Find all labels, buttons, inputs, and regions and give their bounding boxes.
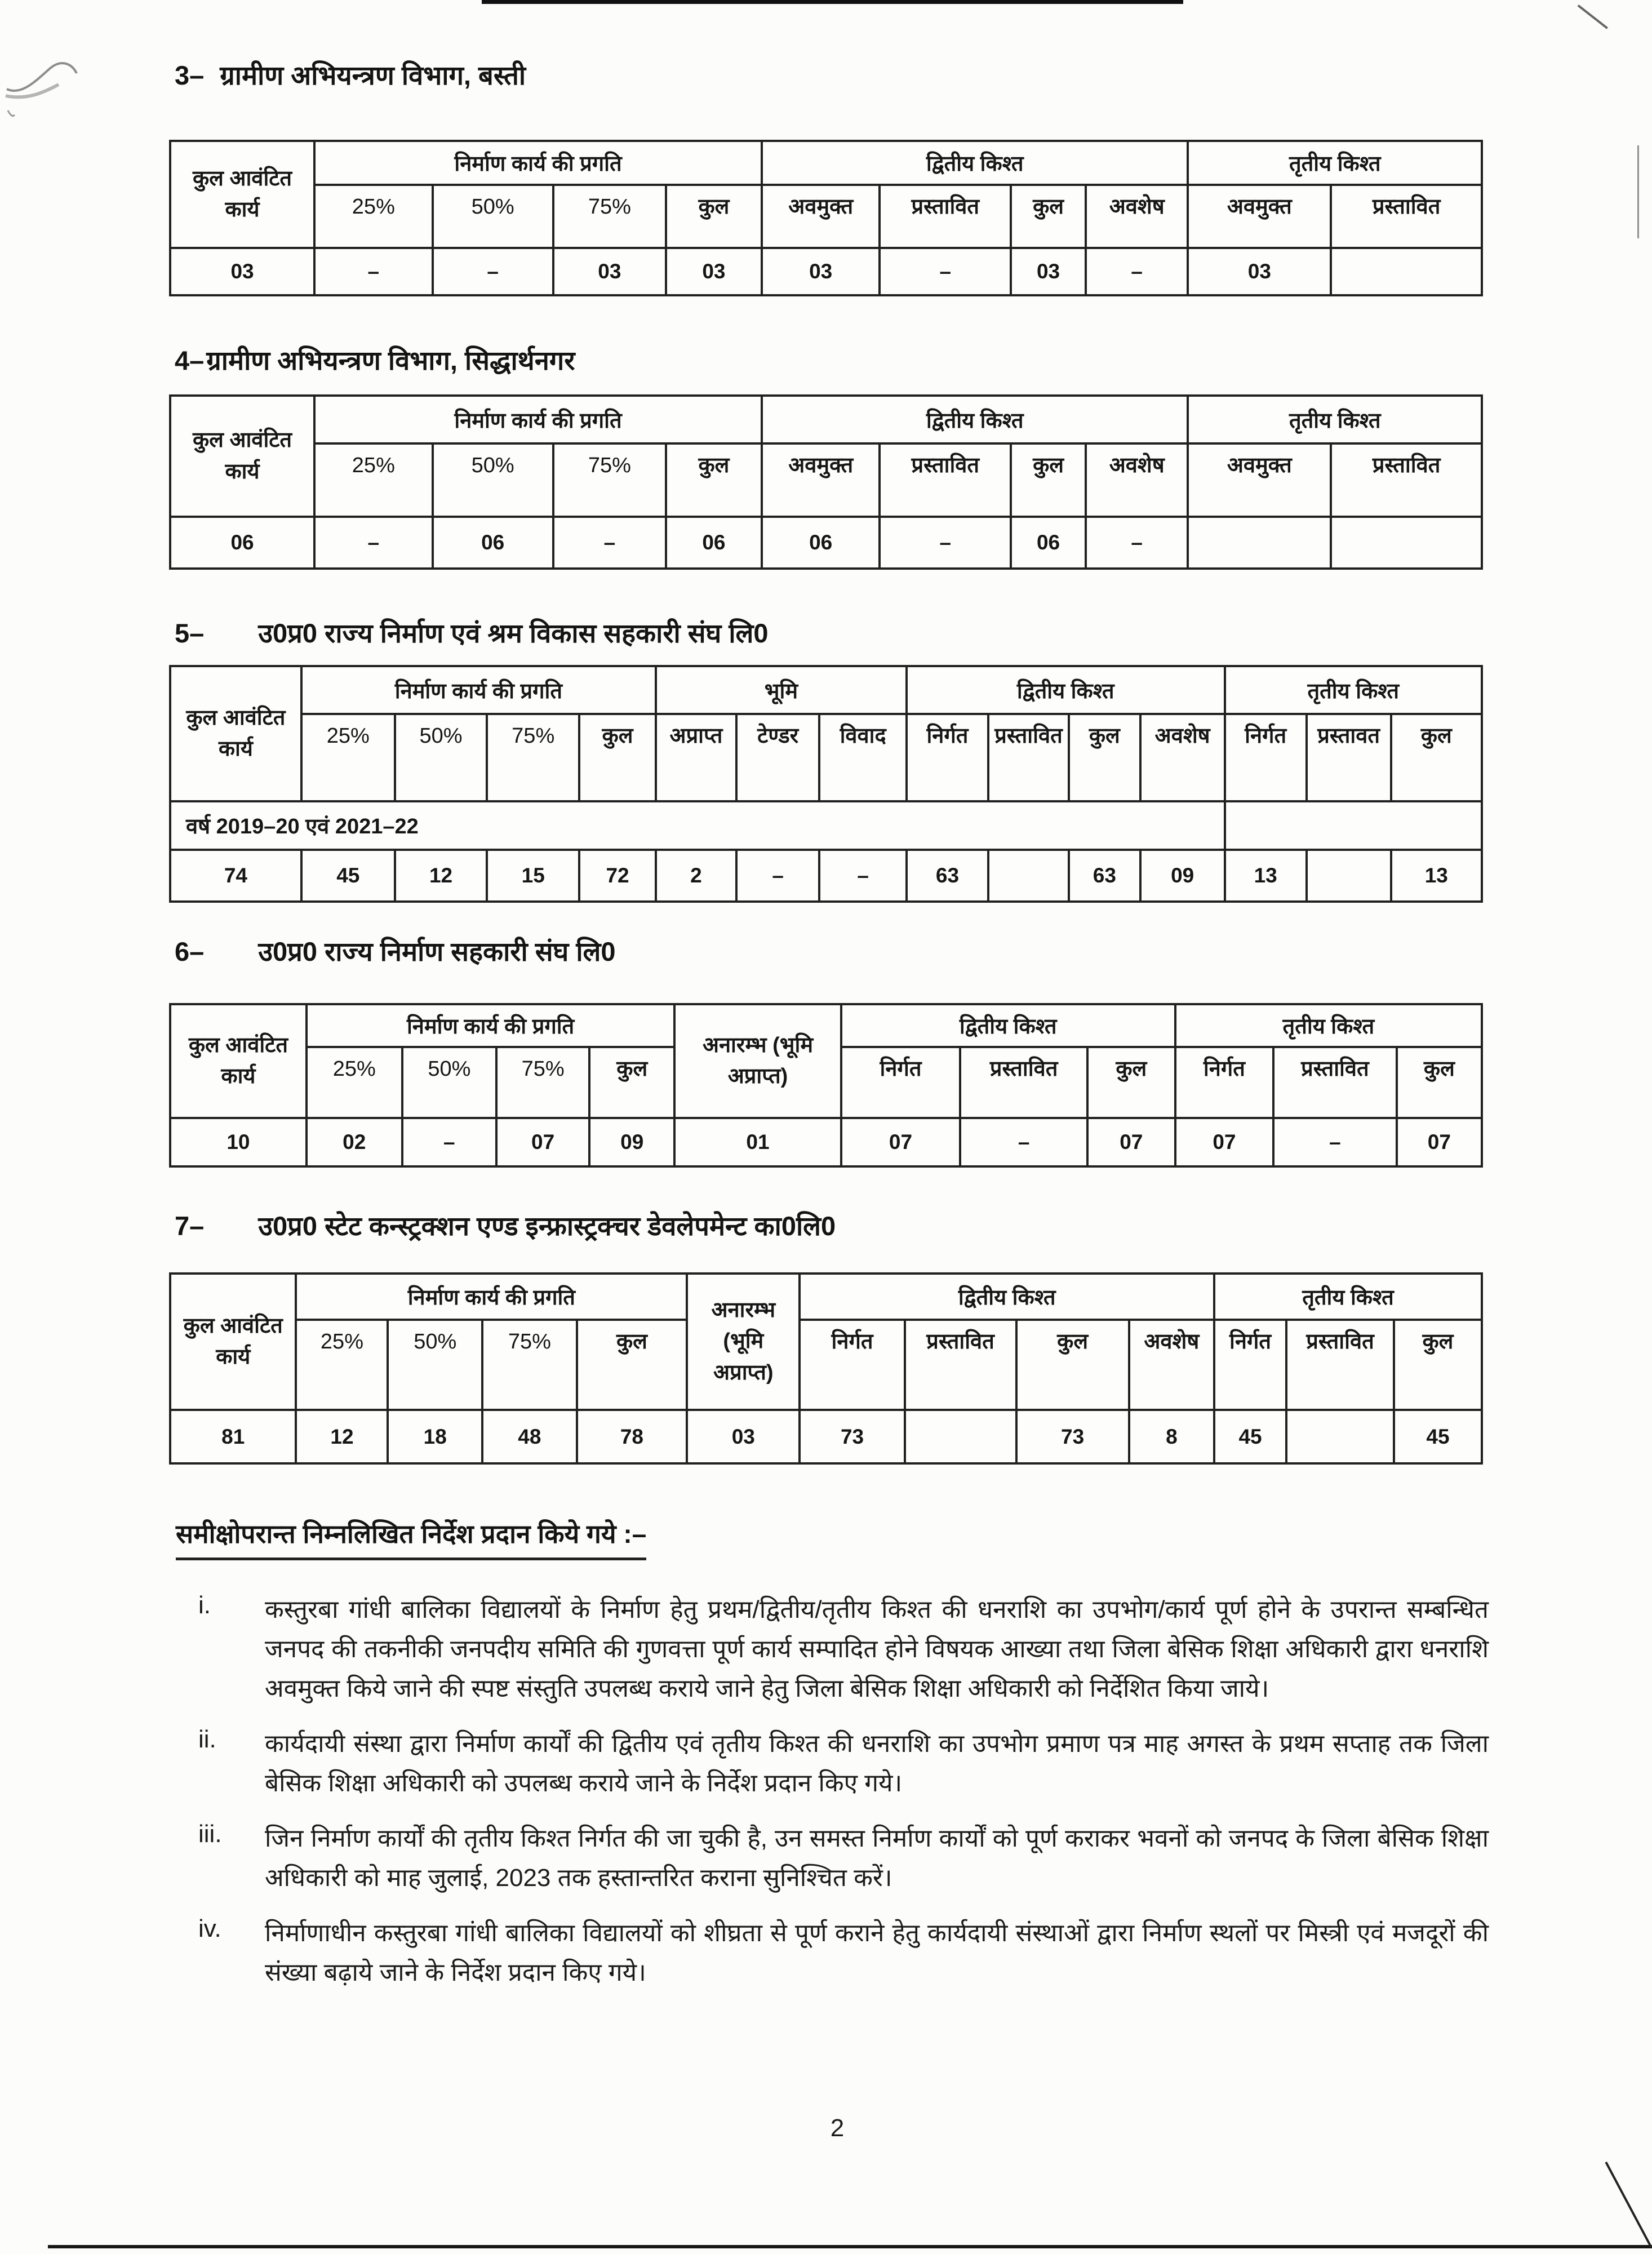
column-header: निर्गत	[800, 1320, 904, 1410]
column-header: निर्माण कार्य की प्रगति	[296, 1274, 687, 1320]
column-header: 50%	[395, 714, 487, 801]
data-cell: 07	[841, 1118, 961, 1166]
data-cell: –	[880, 248, 1011, 295]
data-cell	[1307, 850, 1391, 902]
column-header: द्वितीय किश्त	[800, 1274, 1214, 1320]
section-heading-rajya-nirman	[175, 933, 616, 969]
column-header: 25%	[296, 1320, 388, 1410]
column-header: निर्माण कार्य की प्रगति	[314, 396, 762, 443]
data-cell	[1331, 517, 1482, 569]
section-number: 3–	[175, 60, 205, 90]
column-header: कुल आवंटित कार्य	[170, 1274, 296, 1410]
section-number: 7–	[175, 1211, 205, 1241]
column-header: तृतीय किश्त	[1175, 1004, 1482, 1047]
data-cell: 09	[1140, 850, 1225, 902]
data-cell: 63	[907, 850, 988, 902]
column-header: निर्गत	[841, 1047, 961, 1118]
list-item	[198, 1590, 1489, 1709]
table-rajya-nirman-sangh	[169, 1003, 1483, 1168]
column-header: 75%	[553, 443, 666, 517]
column-header: प्रस्तावित	[880, 443, 1011, 517]
column-header: कुल	[666, 443, 762, 517]
column-header: द्वितीय किश्त	[907, 666, 1225, 714]
data-cell: 07	[1087, 1118, 1175, 1166]
column-header: कुल आवंटित कार्य	[170, 666, 301, 801]
section-heading-basti	[175, 56, 526, 92]
section-heading-state-construction	[175, 1207, 836, 1243]
scan-bottom-right-diagonal	[1605, 2162, 1652, 2248]
data-cell: –	[433, 248, 553, 295]
column-header: 75%	[482, 1320, 577, 1410]
data-cell: 45	[301, 850, 395, 902]
column-header: प्रस्तावित	[1331, 443, 1482, 517]
data-cell: 03	[687, 1410, 800, 1463]
scan-right-edge-line	[1637, 145, 1639, 238]
section-heading-shram-vikas	[175, 614, 769, 650]
column-header: 75%	[487, 714, 579, 801]
data-cell	[905, 1410, 1016, 1463]
column-header: प्रस्तावित	[1286, 1320, 1394, 1410]
list-item-text: निर्माणाधीन कस्तुरबा गांधी बालिका विद्यालयों को शीघ्रता से पूर्ण कराने हेतु कार्यदायी संस्थाओं द्वारा निर्माण स्थलों पर मिस्त्री एवं मजदूरों की संख्या बढ़ाये जाने के निर्देश प्रदान किए गये।	[265, 1919, 1489, 1986]
data-cell: 06	[433, 517, 553, 569]
column-header: अप्राप्त	[656, 714, 736, 801]
column-header: भूमि	[656, 666, 907, 714]
column-header: अवशेष	[1129, 1320, 1214, 1410]
column-header: अवशेष	[1140, 714, 1225, 801]
data-cell: 03	[170, 248, 314, 295]
data-table	[169, 1003, 1483, 1168]
column-header: द्वितीय किश्त	[762, 396, 1188, 443]
column-header: टेण्डर	[736, 714, 820, 801]
data-cell: 12	[395, 850, 487, 902]
column-header: निर्गत	[1225, 714, 1307, 801]
list-item-text: जिन निर्माण कार्यों की तृतीय किश्त निर्गत की जा चुकी है, उन समस्त निर्माण कार्यों को पूर्ण कराकर भवनों को जनपद के जिला बेसिक शिक्षा अधिकारी को माह जुलाई, 2023 तक हस्तान्तरित कराना सुनिश्चित करें।	[265, 1825, 1489, 1892]
list-item-marker: i.	[198, 1591, 211, 1619]
data-cell: 01	[674, 1118, 841, 1166]
column-header: निर्गत	[1214, 1320, 1286, 1410]
data-cell: 02	[307, 1118, 402, 1166]
data-cell	[1188, 517, 1331, 569]
data-cell: 18	[388, 1410, 482, 1463]
column-header: 25%	[314, 185, 433, 248]
data-cell	[1286, 1410, 1394, 1463]
data-cell: –	[402, 1118, 496, 1166]
data-cell: –	[553, 517, 666, 569]
column-header: तृतीय किश्त	[1225, 666, 1482, 714]
column-header: अनारम्भ (भूमि अप्राप्त)	[674, 1004, 841, 1118]
table-rajya-nirman-shram-vikas	[169, 665, 1483, 903]
column-header: निर्माण कार्य की प्रगति	[307, 1004, 674, 1047]
column-header: प्रस्तावित	[880, 185, 1011, 248]
column-header: अनारम्भ (भूमि अप्राप्त)	[687, 1274, 800, 1410]
data-cell: –	[1086, 517, 1188, 569]
data-cell: 12	[296, 1410, 388, 1463]
column-header: कुल आवंटित कार्य	[170, 396, 314, 517]
data-cell: 73	[1016, 1410, 1129, 1463]
column-header: निर्माण कार्य की प्रगति	[301, 666, 656, 714]
directive-list	[198, 1590, 1489, 2008]
column-header: कुल	[1011, 185, 1086, 248]
column-header: प्रस्तावत	[1307, 714, 1391, 801]
column-header: 25%	[307, 1047, 402, 1118]
data-cell: 72	[579, 850, 656, 902]
data-cell: –	[314, 517, 433, 569]
data-cell: 10	[170, 1118, 307, 1166]
data-cell: 45	[1214, 1410, 1286, 1463]
section-number: 4–	[175, 345, 205, 375]
data-cell: 8	[1129, 1410, 1214, 1463]
section-number: 5–	[175, 618, 205, 648]
data-cell: 13	[1225, 850, 1307, 902]
list-item	[198, 1914, 1489, 1993]
list-item-text: कार्यदायी संस्था द्वारा निर्माण कार्यों की द्वितीय एवं तृतीय किश्त की धनराशि का उपभोग प्रमाण पत्र माह अगस्त के प्रथम सप्ताह तक जिला बेसिक शिक्षा अधिकारी को उपलब्ध कराये जाने के निर्देश प्रदान किए गये।	[265, 1730, 1489, 1797]
column-header: अवमुक्त	[762, 443, 880, 517]
data-cell: 81	[170, 1410, 296, 1463]
data-table	[169, 140, 1483, 296]
section-title: ग्रामीण अभियन्त्रण विभाग, सिद्धार्थनगर	[206, 345, 575, 375]
column-header: प्रस्तावित	[1331, 185, 1482, 248]
column-header: कुल	[1069, 714, 1140, 801]
column-header: 50%	[433, 185, 553, 248]
list-item-marker: iii.	[198, 1820, 222, 1848]
data-cell: 07	[1397, 1118, 1482, 1166]
data-cell: –	[880, 517, 1011, 569]
data-cell: 03	[553, 248, 666, 295]
scan-pencil-squiggle	[5, 52, 134, 119]
data-cell: 15	[487, 850, 579, 902]
page-number: 2	[830, 2114, 845, 2142]
section-heading-siddharthnagar	[175, 341, 575, 378]
section-title: ग्रामीण अभियन्त्रण विभाग, बस्ती	[220, 60, 526, 90]
data-cell: 03	[666, 248, 762, 295]
column-header: 50%	[402, 1047, 496, 1118]
column-header: कुल	[1394, 1320, 1482, 1410]
section-title: उ0प्र0 राज्य निर्माण एवं श्रम विकास सहकारी संघ लि0	[258, 618, 769, 648]
data-cell: –	[819, 850, 906, 902]
data-cell: –	[1086, 248, 1188, 295]
column-header: कुल	[1016, 1320, 1129, 1410]
data-cell: –	[1273, 1118, 1397, 1166]
data-cell: 03	[1188, 248, 1331, 295]
column-header: अवमुक्त	[1188, 185, 1331, 248]
data-table	[169, 394, 1483, 570]
section-title: उ0प्र0 स्टेट कन्स्ट्रक्शन एण्ड इन्फ्रास्ट्रक्चर डेवलेपमेन्ट का0लि0	[258, 1211, 836, 1241]
column-header: कुल आवंटित कार्य	[170, 1004, 307, 1118]
data-cell: 73	[800, 1410, 904, 1463]
data-cell: 07	[1175, 1118, 1273, 1166]
section-title: उ0प्र0 राज्य निर्माण सहकारी संघ लि0	[258, 937, 616, 966]
data-cell: 06	[666, 517, 762, 569]
data-table	[169, 665, 1483, 903]
column-header: अवशेष	[1086, 185, 1188, 248]
scan-bottom-line	[48, 2245, 1652, 2248]
list-item	[198, 1819, 1489, 1898]
data-cell	[988, 850, 1069, 902]
column-header: अवशेष	[1086, 443, 1188, 517]
table-state-construction	[169, 1272, 1483, 1465]
data-cell: 74	[170, 850, 301, 902]
list-item-marker: ii.	[198, 1725, 216, 1753]
column-header: कुल	[1087, 1047, 1175, 1118]
data-cell: –	[314, 248, 433, 295]
directives-heading: समीक्षोपरान्त निम्नलिखित निर्देश प्रदान किये गये :–	[176, 1516, 646, 1560]
list-item-marker: iv.	[198, 1915, 221, 1942]
column-header: प्रस्तावित	[905, 1320, 1016, 1410]
column-header: प्रस्तावित	[1273, 1047, 1397, 1118]
column-header: कुल	[579, 714, 656, 801]
column-header: 75%	[496, 1047, 589, 1118]
table-gramin-siddharthnagar	[169, 394, 1483, 570]
data-cell: –	[960, 1118, 1087, 1166]
column-header: 75%	[553, 185, 666, 248]
column-header: 50%	[433, 443, 553, 517]
data-cell: 06	[170, 517, 314, 569]
scan-top-right-mark	[1578, 5, 1608, 29]
directives-heading-wrap	[176, 1516, 646, 1560]
data-cell: 13	[1391, 850, 1482, 902]
data-cell: 48	[482, 1410, 577, 1463]
year-note-cell: वर्ष 2019–20 एवं 2021–22	[170, 801, 1225, 850]
column-header: कुल	[1397, 1047, 1482, 1118]
column-header: कुल	[577, 1320, 687, 1410]
column-header: 25%	[314, 443, 433, 517]
column-header: निर्गत	[1175, 1047, 1273, 1118]
data-cell: 03	[762, 248, 880, 295]
list-item	[198, 1724, 1489, 1803]
table-gramin-basti	[169, 140, 1483, 296]
data-cell: 07	[496, 1118, 589, 1166]
column-header: तृतीय किश्त	[1214, 1274, 1482, 1320]
data-cell: –	[736, 850, 820, 902]
column-header: कुल	[1011, 443, 1086, 517]
data-cell: 03	[1011, 248, 1086, 295]
data-cell: 63	[1069, 850, 1140, 902]
scan-top-bar	[482, 0, 1183, 4]
column-header: अवमुक्त	[762, 185, 880, 248]
column-header: द्वितीय किश्त	[762, 141, 1188, 185]
data-cell	[1331, 248, 1482, 295]
column-header: विवाद	[819, 714, 906, 801]
data-cell: 06	[762, 517, 880, 569]
column-header: 25%	[301, 714, 395, 801]
column-header: कुल	[666, 185, 762, 248]
column-header: कुल	[1391, 714, 1482, 801]
column-header: 50%	[388, 1320, 482, 1410]
column-header: प्रस्तावित	[960, 1047, 1087, 1118]
column-header: कुल आवंटित कार्य	[170, 141, 314, 248]
data-cell: 45	[1394, 1410, 1482, 1463]
column-header: अवमुक्त	[1188, 443, 1331, 517]
column-header: कुल	[589, 1047, 674, 1118]
column-header: द्वितीय किश्त	[841, 1004, 1175, 1047]
list-item-text: कस्तुरबा गांधी बालिका विद्यालयों के निर्माण हेतु प्रथम/द्वितीय/तृतीय किश्त की धनराशि का उपभोग/कार्य पूर्ण होने के उपरान्त सम्बन्धित जनपद की तकनीकी जनपदीय समिति की गुणवत्ता पूर्ण कार्य सम्पादित होने विषयक आख्या तथा जिला बेसिक शिक्षा अधिकारी द्वारा धनराशि अवमुक्त किये जाने की स्पष्ट संस्तुति उपलब्ध कराये जाने हेतु जिला बेसिक शिक्षा अधिकारी को निर्देशित किया जाये।	[265, 1596, 1489, 1702]
section-number: 6–	[175, 937, 205, 966]
data-cell: 06	[1011, 517, 1086, 569]
column-header: प्रस्तावित	[988, 714, 1069, 801]
column-header: तृतीय किश्त	[1188, 141, 1482, 185]
column-header: निर्माण कार्य की प्रगति	[314, 141, 762, 185]
column-header: निर्गत	[907, 714, 988, 801]
data-cell: 2	[656, 850, 736, 902]
data-cell: 09	[589, 1118, 674, 1166]
column-header: तृतीय किश्त	[1188, 396, 1482, 443]
data-table	[169, 1272, 1483, 1465]
data-cell: 78	[577, 1410, 687, 1463]
year-note-empty-cell	[1225, 801, 1482, 850]
